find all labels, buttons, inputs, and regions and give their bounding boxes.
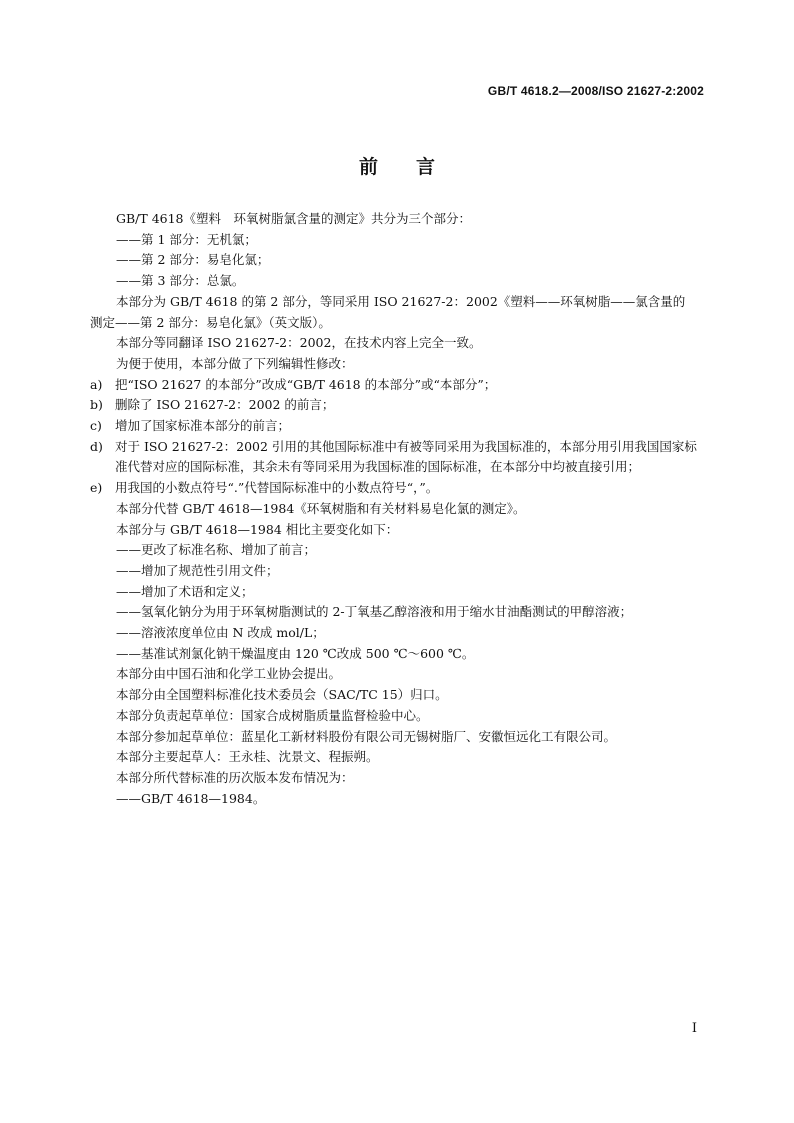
list-item: ——更改了标准名称、增加了前言； bbox=[116, 542, 317, 558]
item-mark: a) bbox=[90, 376, 103, 392]
item-text: 删除了 ISO 21627-2：2002 的前言； bbox=[115, 397, 335, 413]
item-mark: e) bbox=[90, 480, 103, 496]
paragraph: 本部分代替 GB/T 4618—1984《环氧树脂和有关材料易皂化氯的测定》。 bbox=[116, 500, 526, 516]
paragraph: 本部分由中国石油和化学工业协会提出。 bbox=[116, 666, 342, 682]
list-item: ——第 1 部分：无机氯； bbox=[116, 231, 257, 247]
item-mark: d) bbox=[90, 438, 103, 454]
foreword-body bbox=[90, 209, 706, 809]
paragraph: 本部分主要起草人：王永桂、沈景文、程振朔。 bbox=[116, 749, 379, 765]
list-item: ——第 2 部分：易皂化氯； bbox=[116, 252, 270, 268]
paragraph: 本部分负责起草单位：国家合成树脂质量监督检验中心。 bbox=[116, 707, 429, 723]
list-item: ——增加了规范性引用文件； bbox=[116, 562, 279, 578]
edit-item-d bbox=[90, 437, 706, 478]
paragraph-continuation: 测定——第 2 部分：易皂化氯》（英文版）。 bbox=[90, 314, 331, 330]
list-item: ——氢氧化钠分为用于环氧树脂测试的 2-丁氧基乙醇溶液和用于缩水甘油酯测试的甲醇溶液； bbox=[116, 604, 633, 620]
paragraph: 本部分参加起草单位：蓝星化工新材料股份有限公司无锡树脂厂、安徽恒远化工有限公司。 bbox=[116, 728, 617, 744]
paragraph: 为便于使用，本部分做了下列编辑性修改： bbox=[116, 355, 354, 371]
list-item: ——GB/T 4618—1984。 bbox=[116, 790, 266, 806]
paragraph: GB/T 4618《塑料 环氧树脂氯含量的测定》共分为三个部分： bbox=[116, 211, 472, 226]
list-item: ——基准试剂氯化钠干燥温度由 120 ℃改成 500 ℃～600 ℃。 bbox=[116, 645, 475, 661]
paragraph: 本部分为 GB/T 4618 的第 2 部分，等同采用 ISO 21627-2：2002《塑料——环氧树脂——氯含量的 bbox=[116, 293, 686, 309]
edit-item-c bbox=[90, 416, 706, 437]
standard-code: GB/T 4618.2—2008/ISO 21627-2:2002 bbox=[487, 84, 704, 98]
page-number: I bbox=[691, 1021, 697, 1036]
item-text: 对于 ISO 21627-2：2002 引用的其他国际标准中有被等同采用为我国标准的，本部分用引用我国国家标准代替对应的国际标准，其余未有等同采用为我国标准的国际标准，在本部分中均被直接引用； bbox=[115, 438, 697, 475]
list-item: ——第 3 部分：总氯。 bbox=[116, 273, 245, 289]
edit-item-b bbox=[90, 395, 706, 416]
item-text: 把“ISO 21627 的本部分”改成“GB/T 4618 的本部分”或“本部分”； bbox=[115, 376, 497, 392]
item-mark: c) bbox=[90, 418, 102, 434]
list-item: ——增加了术语和定义； bbox=[116, 583, 254, 599]
item-text: 用我国的小数点符号“.”代替国际标准中的小数点符号“，”。 bbox=[115, 480, 439, 496]
item-mark: b) bbox=[90, 397, 103, 413]
edit-item-e bbox=[90, 478, 706, 499]
list-item: ——溶液浓度单位由 N 改成 mol/L； bbox=[116, 625, 325, 641]
paragraph: 本部分等同翻译 ISO 21627-2：2002，在技术内容上完全一致。 bbox=[116, 335, 482, 351]
paragraph: 本部分由全国塑料标准化技术委员会（SAC/TC 15）归口。 bbox=[116, 687, 448, 703]
page-title: 前言 bbox=[358, 156, 473, 178]
paragraph: 本部分所代替标准的历次版本发布情况为： bbox=[116, 769, 354, 785]
item-text: 增加了国家标准本部分的前言； bbox=[115, 418, 291, 434]
edit-item-a bbox=[90, 375, 706, 396]
paragraph: 本部分与 GB/T 4618—1984 相比主要变化如下： bbox=[116, 521, 399, 537]
